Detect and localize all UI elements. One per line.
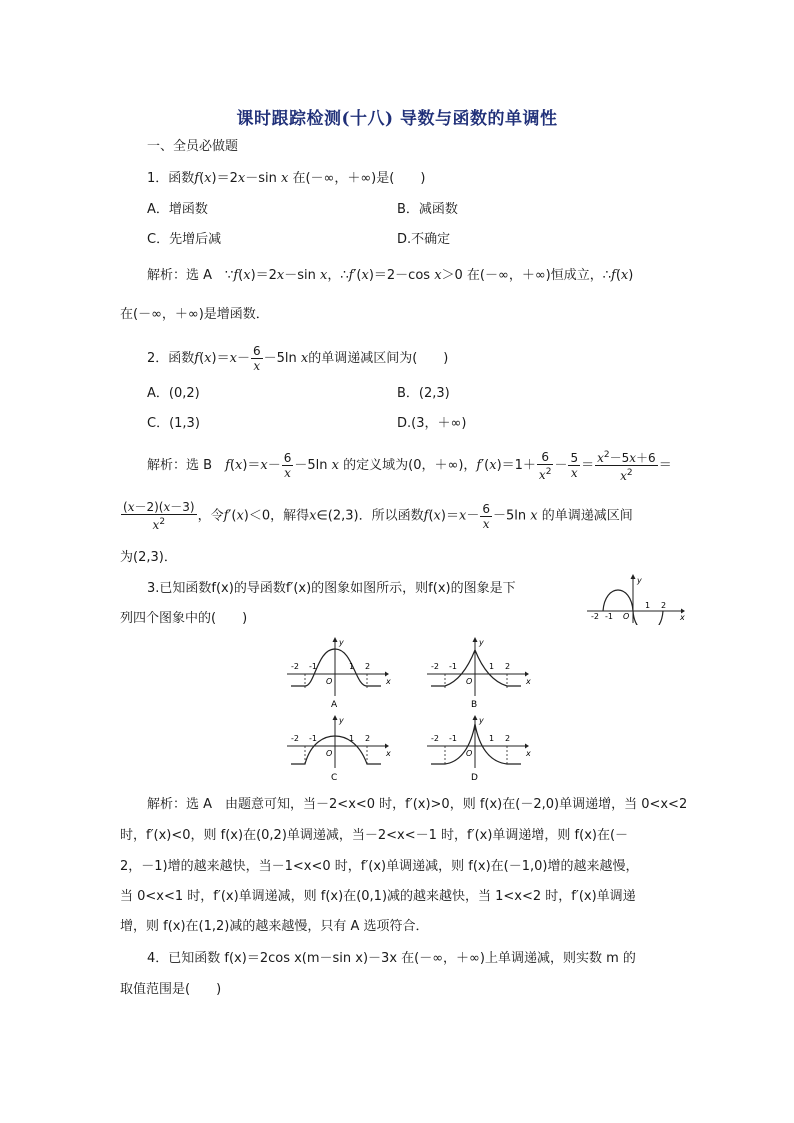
q3-solution-line2: 时，f′(x)<0，则 f(x)在(0,2)单调递减，当－2<x<－1 时，f′(x)单调递增，则 f(x)在(－ bbox=[120, 828, 629, 843]
graph-b-label: B bbox=[471, 700, 478, 710]
q1-solution-cont: 在(－∞，＋∞)是增函数． bbox=[120, 307, 269, 322]
q3-solution-line1: 解析：选 A 由题意可知，当－2<x<0 时，f′(x)>0，则 f(x)在(－2,0)单调递增，当 0<x<2 bbox=[147, 797, 688, 812]
derivative-graph-tick-1: 1 bbox=[645, 601, 651, 610]
graph-d-label: D bbox=[471, 773, 478, 783]
section-heading: 一、全员必做题 bbox=[147, 139, 239, 154]
graph-a-tick-1: 1 bbox=[349, 662, 355, 671]
graph-d-tick-neg1: -1 bbox=[449, 734, 457, 743]
q1-solution: 解析：选 A ∵f(x)＝2x－sin x，∴f′(x)＝2－cos x＞0 在(－∞，＋∞)恒成立，∴f(x) bbox=[147, 268, 634, 283]
graph-a-x-label: x bbox=[386, 677, 391, 686]
graph-c-tick-neg2: -2 bbox=[291, 734, 299, 743]
q1-option-b: B．减函数 bbox=[397, 202, 458, 217]
q3-stem-line2: 列四个图象中的( ) bbox=[120, 611, 248, 626]
q1-option-d: D.不确定 bbox=[397, 232, 451, 247]
graph-a-tick-neg2: -2 bbox=[291, 662, 299, 671]
graph-option-d bbox=[425, 712, 535, 788]
graph-option-c bbox=[285, 712, 395, 788]
q1-option-a: A．增函数 bbox=[147, 202, 208, 217]
q2-solution-cont: $\frac{(x-2)(x-3)}{x^2}$ ，令f′(x)＜0，解得x∈(2,3)．所以函数f(x)＝x－ $\frac{6}{x}$ －5ln x 的单调递减区间 bbox=[123, 500, 633, 532]
graph-option-b bbox=[425, 634, 535, 710]
derivative-graph-tick-2: 2 bbox=[661, 601, 667, 610]
q2-option-d: D.(3，＋∞) bbox=[397, 416, 467, 431]
q2-solution: 解析：选 B f(x)＝x－ $\frac{6}{x}$ －5ln x 的定义域为(0，＋∞)，f′(x)＝1＋ $\frac{6}{x^2}$ － $\frac{5}{x}$ ＝ $\frac{x^2-5x+6}{x^2}$ ＝ bbox=[147, 449, 672, 483]
graph-d-origin: O bbox=[466, 749, 473, 758]
derivative-graph-tick-neg2: -2 bbox=[591, 612, 599, 621]
derivative-graph bbox=[585, 573, 685, 625]
q3-solution-line3: 2，－1)增的越来越快，当－1<x<0 时，f′(x)单调递减，则 f(x)在(－1,0)增的越来越慢， bbox=[120, 859, 639, 874]
q4-stem-line1: 4．已知函数 f(x)＝2cos x(m－sin x)－3x 在(－∞，＋∞)上单调递减，则实数 m 的 bbox=[147, 951, 636, 966]
q1-option-c: C．先增后减 bbox=[147, 232, 222, 247]
q3-solution-line5: 增，则 f(x)在(1,2)减的越来越慢，只有 A 选项符合． bbox=[120, 919, 429, 934]
graph-c-y-label: y bbox=[339, 716, 344, 725]
graph-b-x-label: x bbox=[526, 677, 531, 686]
q2-option-c: C．(1,3) bbox=[147, 416, 200, 431]
q2-stem: 2．函数f(x)＝x－ $\frac{6}{x}$ －5ln x的单调递减区间为( ) bbox=[147, 344, 449, 373]
graph-d-tick-1: 1 bbox=[489, 734, 495, 743]
graph-c-tick-neg1: -1 bbox=[309, 734, 317, 743]
graph-option-a bbox=[285, 634, 395, 710]
derivative-graph-tick-neg1: -1 bbox=[605, 612, 613, 621]
graph-b-y-label: y bbox=[479, 638, 484, 647]
graph-c-origin: O bbox=[326, 749, 333, 758]
graph-c-label: C bbox=[331, 773, 338, 783]
graph-d-y-label: y bbox=[479, 716, 484, 725]
q3-solution-line4: 当 0<x<1 时，f′(x)单调递减，则 f(x)在(0,1)减的越来越快，当 1<x<2 时，f′(x)单调递 bbox=[120, 889, 636, 904]
graph-b-tick-neg1: -1 bbox=[449, 662, 457, 671]
graph-a-origin: O bbox=[326, 677, 333, 686]
graph-c-x-label: x bbox=[386, 749, 391, 758]
graph-b-origin: O bbox=[466, 677, 473, 686]
q1-stem: 1．函数f(x)＝2x－sin x 在(－∞，＋∞)是( ) bbox=[147, 171, 426, 186]
graph-c-tick-2: 2 bbox=[365, 734, 371, 743]
q2-option-a: A．(0,2) bbox=[147, 386, 200, 401]
graph-a-y-label: y bbox=[339, 638, 344, 647]
derivative-graph-origin: O bbox=[623, 612, 630, 621]
page-title: 课时跟踪检测(十八) 导数与函数的单调性 bbox=[236, 109, 558, 129]
derivative-graph-y-label: y bbox=[637, 576, 642, 585]
graph-b-tick-neg2: -2 bbox=[431, 662, 439, 671]
graph-a-tick-2: 2 bbox=[365, 662, 371, 671]
graph-b-tick-2: 2 bbox=[505, 662, 511, 671]
graph-d-tick-2: 2 bbox=[505, 734, 511, 743]
graph-d-tick-neg2: -2 bbox=[431, 734, 439, 743]
graph-d-x-label: x bbox=[526, 749, 531, 758]
derivative-graph-x-label: x bbox=[680, 613, 685, 622]
graph-a-label: A bbox=[331, 700, 338, 710]
graph-a-tick-neg1: -1 bbox=[309, 662, 317, 671]
q2-solution-end: 为(2,3)． bbox=[120, 550, 177, 565]
q3-stem-line1: 3.已知函数f(x)的导函数f′(x)的图象如图所示，则f(x)的图象是下 bbox=[147, 581, 516, 596]
graph-c-tick-1: 1 bbox=[349, 734, 355, 743]
q4-stem-line2: 取值范围是( ) bbox=[120, 982, 222, 997]
q2-option-b: B．(2,3) bbox=[397, 386, 450, 401]
graph-b-tick-1: 1 bbox=[489, 662, 495, 671]
